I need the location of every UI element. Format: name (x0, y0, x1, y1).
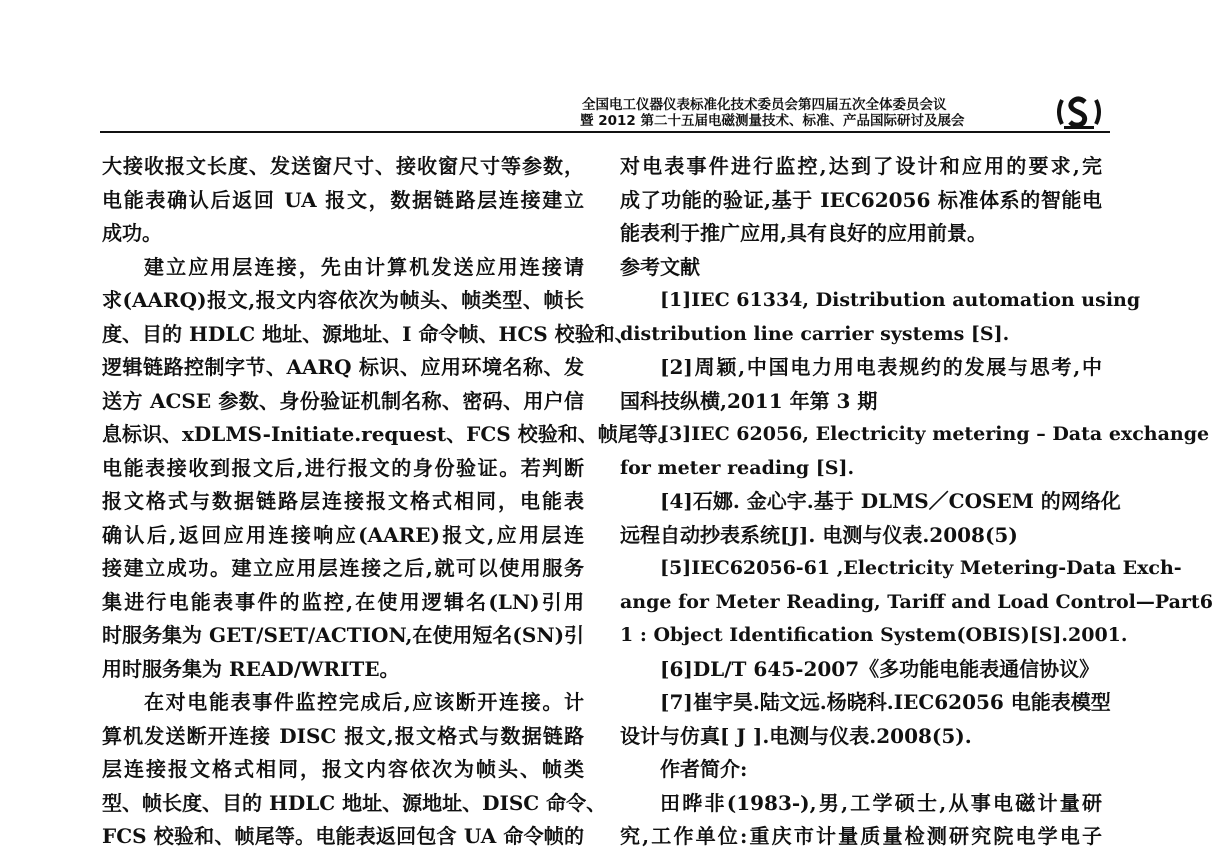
header-rule (100, 131, 1110, 133)
text-line: 型、帧长度、目的 HDLC 地址、源地址、DISC 命令、 (102, 790, 607, 815)
reference-item: [4]石娜. 金心宇.基于 DLMS／COSEM 的网络化 (660, 489, 1121, 513)
reference-item: 设计与仿真[ J ].电测与仪表.2008(5). (620, 723, 972, 748)
text-line: 用时服务集为 READ/WRITE。 (102, 656, 400, 681)
text-line: 时服务集为 GET/SET/ACTION,在使用短名(SN)引 (102, 623, 585, 647)
reference-item: distribution line carrier systems [S]. (620, 322, 1010, 345)
text-line: 报文格式与数据链路层连接报文格式相同，电能表 (102, 489, 584, 513)
text-line: 层连接报文格式相同，报文内容依次为帧头、帧类 (102, 757, 584, 781)
text-line: 度、目的 HDLC 地址、源地址、I 命令帧、HCS 校验和、 (102, 321, 635, 346)
reference-item: for meter reading [S]. (620, 456, 855, 479)
text-line: 电能表接收到报文后,进行报文的身份验证。若判断 (102, 455, 584, 480)
text-line: 电能表确认后返回 UA 报文，数据链路层连接建立 (102, 187, 584, 212)
text-line: 对电表事件进行监控,达到了设计和应用的要求,完 (620, 154, 1102, 178)
text-line: 息标识、xDLMS-Initiate.request、FCS 校验和、帧尾等。 (102, 422, 678, 446)
reference-item: [3]IEC 62056, Electricity metering – Data exchange (660, 423, 1210, 445)
reference-item: 1 : Object Identification System(OBIS)[S].2001. (620, 624, 1128, 646)
reference-item: [5]IEC62056-61 ,Electricity Metering-Data Exch- (660, 557, 1182, 579)
text-line: 算机发送断开连接 DISC 报文,报文格式与数据链路 (102, 723, 584, 748)
reference-item: 远程自动抄表系统[J]. 电测与仪表.2008(5) (620, 522, 1018, 547)
text-line: 成了功能的验证,基于 IEC62056 标准体系的智能电 (620, 187, 1102, 212)
text-line: 究,工作单位:重庆市计量质量检测研究院电学电子 (620, 824, 1102, 848)
text-line: 能表利于推广应用,具有良好的应用前景。 (620, 221, 987, 245)
text-line: 求(AARQ)报文,报文内容依次为帧头、帧类型、帧长 (102, 288, 584, 312)
text-line: 成功。 (102, 221, 162, 245)
running-header (580, 97, 1120, 129)
text-line: 确认后,返回应用连接响应(AARE)报文,应用层连 (102, 522, 584, 547)
text-line: 逻辑链路控制字节、AARQ 标识、应用环境名称、发 (102, 355, 584, 379)
text-line: FCS 校验和、帧尾等。电能表返回包含 UA 命令帧的 (102, 824, 584, 848)
reference-item: ange for Meter Reading, Tariff and Load Control—Part6 (620, 590, 1213, 613)
text-line: 在对电能表事件监控完成后,应该断开连接。计 (144, 690, 584, 714)
text-line: 接建立成功。建立应用层连接之后,就可以使用服务 (102, 556, 584, 580)
reference-item: [1]IEC 61334, Distribution automation using (660, 289, 1141, 311)
author-bio-heading: 作者简介: (660, 757, 748, 781)
text-line: 集进行电能表事件的监控,在使用逻辑名(LN)引用 (102, 589, 584, 614)
right-column (620, 150, 1213, 854)
header-line-2: 暨 2012 第二十五届电磁测量技术、标准、产品国际研讨及展会 (580, 113, 965, 129)
reference-item: 国科技纵横,2011 年第 3 期 (620, 388, 878, 413)
text-line: 送方 ACSE 参数、身份验证机制名称、密码、用户信 (102, 388, 584, 413)
conference-logo-icon (1054, 92, 1104, 132)
reference-item: [2]周颖,中国电力用电表规约的发展与思考,中 (660, 355, 1102, 379)
reference-item: [6]DL/T 645-2007《多功能电能表通信协议》 (660, 656, 1100, 681)
text-line: 大接收报文长度、发送窗尺寸、接收窗尺寸等参数， (102, 154, 584, 178)
text-line: 建立应用层连接，先由计算机发送应用连接请 (144, 254, 584, 279)
text-line: 田晔非(1983-),男,工学硕士,从事电磁计量研 (660, 790, 1102, 815)
header-line-1: 全国电工仪器仪表标准化技术委员会第四届五次全体委员会议 (582, 97, 947, 113)
reference-item: [7]崔宇昊.陆文远.杨晓科.IEC62056 电能表模型 (660, 690, 1111, 714)
references-heading: 参考文献 (620, 254, 700, 279)
